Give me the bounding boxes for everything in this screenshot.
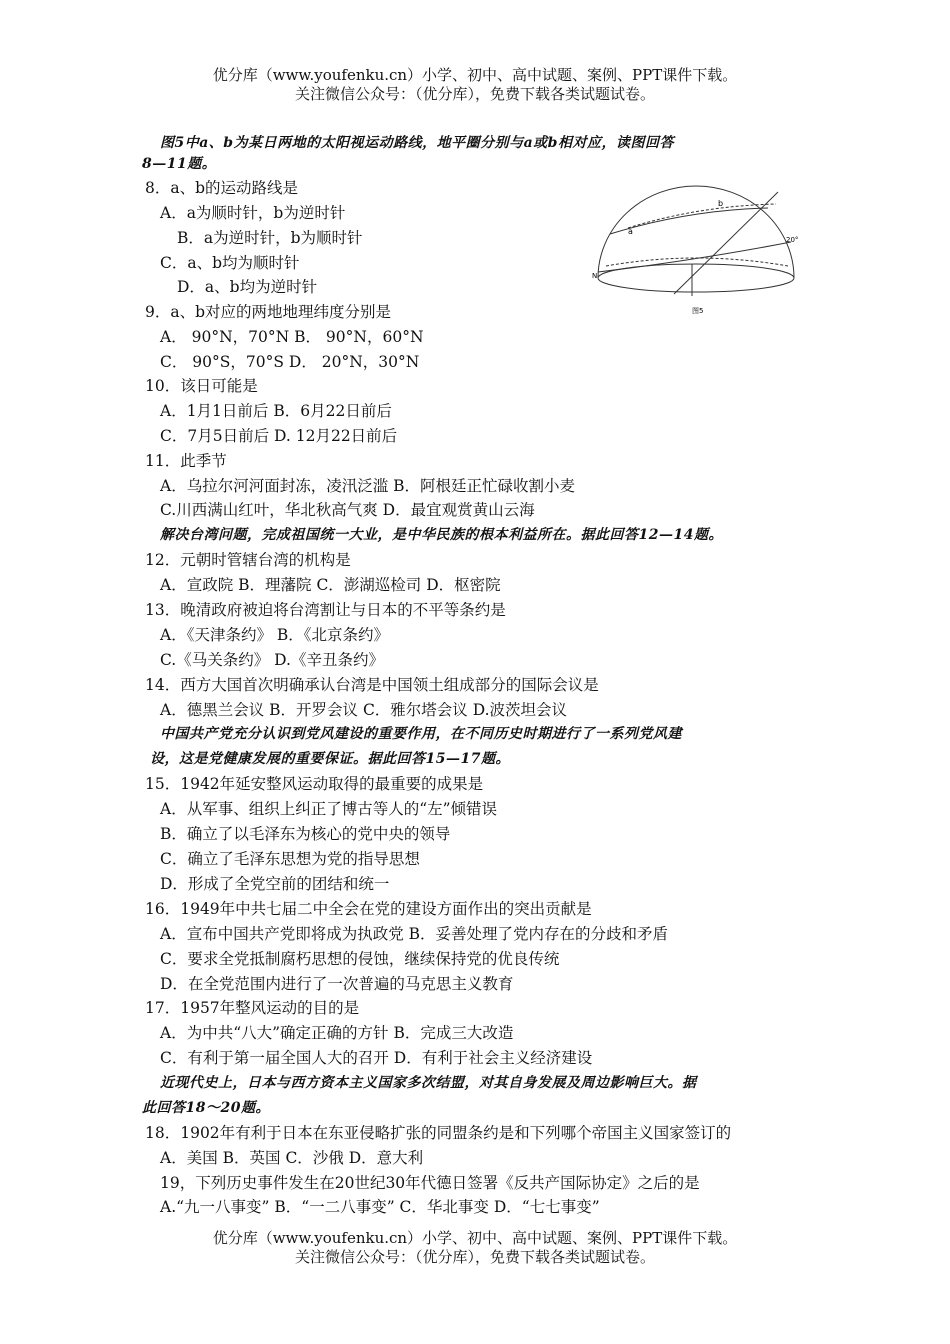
q13-options-ab: A．《天津条约》 B．《北京条约》 [160, 626, 390, 644]
footer-line-1: 优分库（www.youfenku.cn）小学、初中、高中试题、案例、PPT课件下载。 [212, 1229, 738, 1247]
q19-options: A.“九一八事变” B．“一二八事变” C．华北事变 D．“七七事变” [160, 1198, 600, 1216]
q16-option-d: D．在全党范围内进行了一次普遍的马克思主义教育 [160, 975, 514, 993]
q16-options-ab: A．宣布中国共产党即将成为执政党 B．妥善处理了党内存在的分歧和矛盾 [160, 925, 669, 943]
q8-option-c: C．a、b均为顺时针 [160, 254, 300, 272]
q12-stem: 12．元朝时管辖台湾的机构是 [145, 551, 351, 569]
q15-option-c: C．确立了毛泽东思想为党的指导思想 [160, 850, 420, 868]
q17-stem: 17．1957年整风运动的目的是 [145, 999, 360, 1017]
label-n: N [592, 272, 598, 280]
intro-12-14: 解决台湾问题，完成祖国统一大业，是中华民族的根本利益所在。据此回答12—14题。 [160, 527, 723, 543]
q17-options-cd: C．有利于第一届全国人大的召开 D．有利于社会主义经济建设 [160, 1049, 593, 1067]
label-a: a [628, 227, 633, 236]
path-a-arc [610, 208, 768, 234]
q18-options: A．美国 B．英国 C．沙俄 D．意大利 [160, 1149, 424, 1167]
label-20-degrees: 20° [786, 236, 799, 244]
q19-stem: 19，下列历史事件发生在20世纪30年代德日签署《反共产国际协定》之后的是 [160, 1174, 700, 1192]
intro-18-20-line-2: 此回答18～20题。 [142, 1100, 270, 1116]
q9-options-ab: A． 90°N，70°N B． 90°N，60°N [160, 328, 424, 346]
q11-stem: 11．此季节 [145, 452, 227, 470]
q15-option-d: D．形成了全党空前的团结和统一 [160, 875, 390, 893]
q17-options-ab: A．为中共“八大”确定正确的方针 B．完成三大改造 [160, 1024, 514, 1042]
horizon-dashed-arc [606, 258, 788, 266]
q15-stem: 15．1942年延安整风运动取得的最重要的成果是 [145, 775, 484, 793]
q14-stem: 14．西方大国首次明确承认台湾是中国领土组成部分的国际会议是 [145, 676, 599, 694]
q9-stem: 9．a、b对应的两地地理纬度分别是 [145, 303, 392, 321]
q10-options-cd: C．7月5日前后 D. 12月22日前后 [160, 427, 398, 445]
header-line-2: 关注微信公众号：（优分库），免费下载各类试题试卷。 [294, 85, 655, 103]
q8-option-a: A．a为顺时针，b为逆时针 [160, 204, 346, 222]
q10-stem: 10．该日可能是 [145, 377, 258, 395]
intro-15-17-line-1: 中国共产党充分认识到党风建设的重要作用，在不同历史时期进行了一系列党风建 [160, 726, 682, 742]
q15-option-b: B．确立了以毛泽东为核心的党中央的领导 [160, 825, 451, 843]
intro-8-11-line-2: 8—11题。 [142, 156, 217, 172]
intro-15-17-line-2: 设，这是党健康发展的重要保证。据此回答15—17题。 [150, 751, 510, 767]
q9-options-cd: C． 90°S，70°S D． 20°N，30°N [160, 353, 420, 371]
q10-options-ab: A．1月1日前后 B．6月22日前后 [160, 402, 392, 420]
header-line-1: 优分库（www.youfenku.cn）小学、初中、高中试题、案例、PPT课件下载。 [212, 66, 738, 84]
q13-stem: 13．晚清政府被迫将台湾割让与日本的不平等条约是 [145, 601, 506, 619]
intro-8-11-line-1: 图5中a、b为某日两地的太阳视运动路线，地平圈分别与a或b相对应，读图回答 [160, 135, 674, 151]
q11-options-cd: C.川西满山红叶，华北秋高气爽 D．最宜观赏黄山云海 [160, 501, 535, 519]
footer-line-2: 关注微信公众号：（优分库），免费下载各类试题试卷。 [294, 1248, 655, 1266]
intro-18-20-line-1: 近现代史上，日本与西方资本主义国家多次结盟，对其自身发展及周边影响巨大。据 [160, 1075, 697, 1091]
q18-stem: 18．1902年有利于日本在东亚侵略扩张的同盟条约是和下列哪个帝国主义国家签订的 [145, 1124, 732, 1142]
q11-options-ab: A．乌拉尔河河面封冻，凌汛泛滥 B．阿根廷正忙碌收割小麦 [160, 477, 576, 495]
figure-caption: 图5 [692, 307, 704, 315]
q8-option-b: B．a为逆时针，b为顺时针 [177, 229, 363, 247]
label-b: b [718, 199, 724, 208]
q13-options-cd: C.《马关条约》 D.《辛丑条约》 [160, 651, 384, 669]
q14-options: A．德黑兰会议 B．开罗会议 C．雅尔塔会议 D.波茨坦会议 [160, 701, 568, 719]
q15-option-a: A．从军事、组织上纠正了博古等人的“左”倾错误 [160, 800, 498, 818]
q16-option-c: C．要求全党抵制腐朽思想的侵蚀，继续保持党的优良传统 [160, 950, 560, 968]
q12-options: A．宣政院 B．理藩院 C．澎湖巡检司 D．枢密院 [160, 576, 501, 594]
q16-stem: 16．1949年中共七届二中全会在党的建设方面作出的突出贡献是 [145, 900, 592, 918]
q8-stem: 8．a、b的运动路线是 [145, 179, 299, 197]
q8-option-d: D．a、b均为逆时针 [177, 278, 318, 296]
sun-path-diagram [588, 168, 806, 318]
